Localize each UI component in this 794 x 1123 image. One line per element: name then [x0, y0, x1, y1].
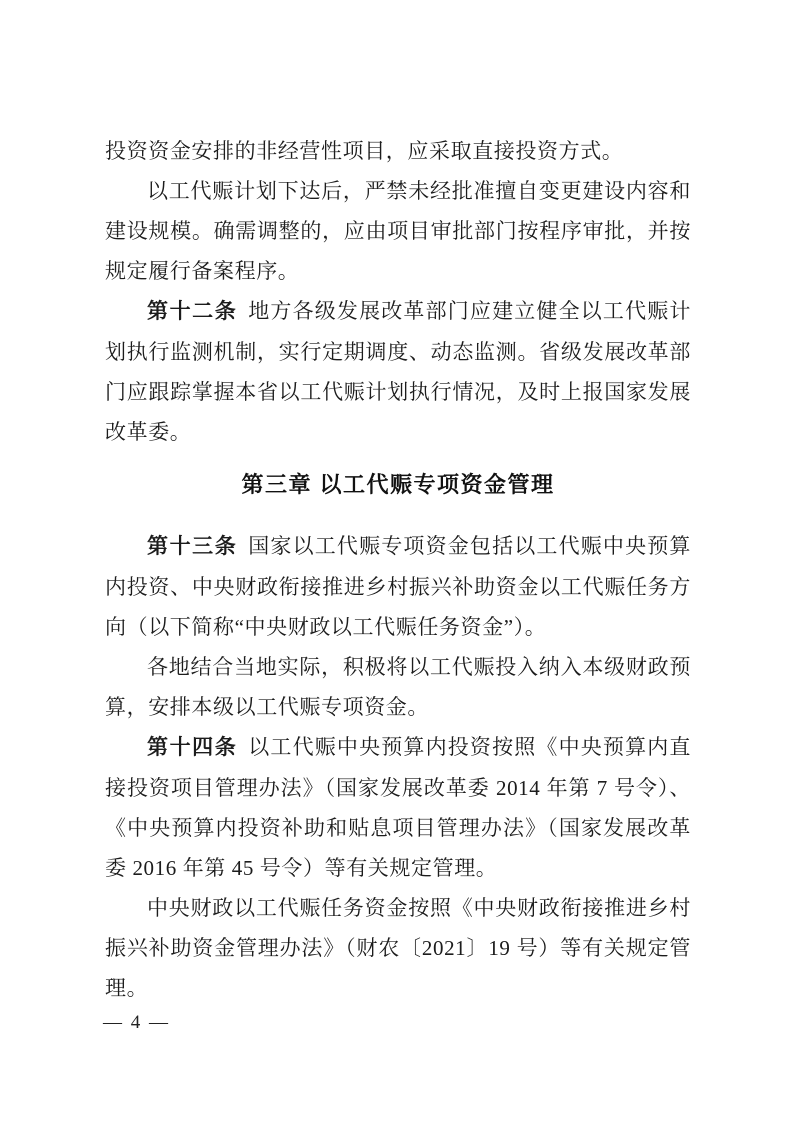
paragraph-text: 投资资金安排的非经营性项目，应采取直接投资方式。	[105, 139, 624, 163]
document-body	[105, 131, 691, 1008]
paragraph-text: 各地结合当地实际，积极将以工代赈投入纳入本级财政预算，安排本级以工代赈专项资金。	[105, 655, 691, 719]
paragraph-article-14	[105, 727, 691, 888]
paragraph-text: 以工代赈中央预算内投资按照《中央预算内直接投资项目管理办法》（国家发展改革委 2014 年第 7 号令）、《中央预算内投资补助和贴息项目管理办法》（国家发展改革委 2016 年第 45 号令）等有关规定管理。	[105, 735, 692, 880]
chapter-heading: 第三章 以工代赈专项资金管理	[241, 472, 555, 497]
paragraph-text: 国家以工代赈专项资金包括以工代赈中央预算内投资、中央财政衔接推进乡村振兴补助资金以工代赈任务方向（以下简称“中央财政以工代赈任务资金”）。	[105, 534, 692, 639]
paragraph	[105, 888, 691, 1008]
article-number-label: 第十四条	[147, 736, 238, 759]
page-number: — 4 —	[103, 1012, 170, 1033]
paragraph	[105, 647, 691, 727]
paragraph-text: 以工代赈计划下达后，严禁未经批准擅自变更建设内容和建设规模。确需调整的，应由项目审批部门按程序审批，并按规定履行备案程序。	[105, 179, 691, 283]
paragraph-text: 中央财政以工代赈任务资金按照《中央财政衔接推进乡村振兴补助资金管理办法》（财农〔2021〕19 号）等有关规定管理。	[105, 896, 691, 1000]
paragraph-article-13	[105, 526, 691, 647]
paragraph-continuation	[105, 131, 691, 171]
article-number-label: 第十二条	[147, 300, 238, 323]
article-number-label: 第十三条	[147, 535, 238, 558]
paragraph	[105, 171, 691, 291]
paragraph-text: 地方各级发展改革部门应建立健全以工代赈计划执行监测机制，实行定期调度、动态监测。省级发展改革部门应跟踪掌握本省以工代赈计划执行情况，及时上报国家发展改革委。	[105, 299, 692, 444]
paragraph-article-12	[105, 291, 691, 452]
